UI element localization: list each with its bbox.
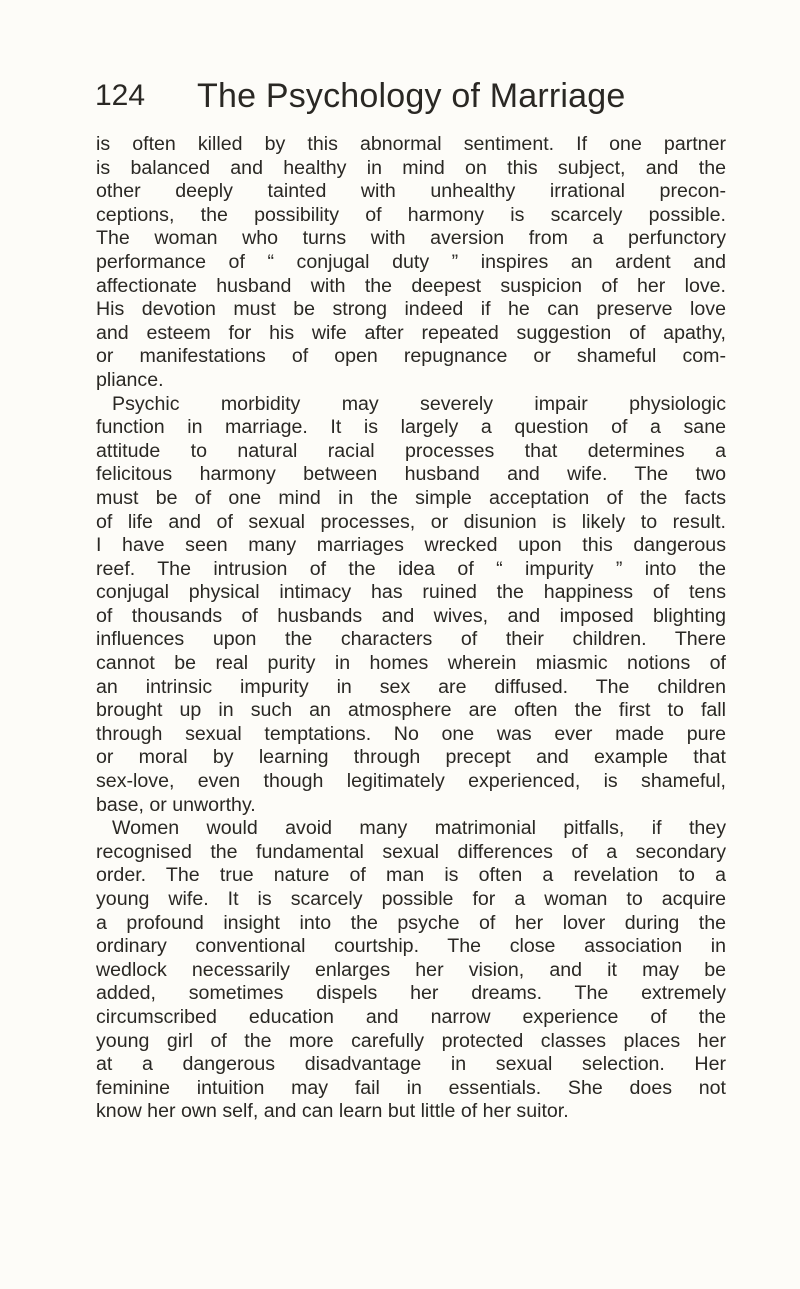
text-line: young wife. It is scarcely possible for a woman to acquire <box>96 888 726 910</box>
page-header <box>95 70 715 122</box>
text-line: must be of one mind in the simple acceptation of the facts <box>96 486 726 509</box>
text-line: performance of “ conjugal duty ” inspires an ardent and <box>96 250 726 273</box>
text-line: affectionate husband with the deepest suspicion of her love. <box>96 274 726 297</box>
text-line: and esteem for his wife after repeated suggestion of apathy, <box>96 321 726 344</box>
text-line: cannot be real purity in homes wherein miasmic notions of <box>96 652 726 675</box>
text-line: other deeply tainted with unhealthy irrational precon- <box>96 180 726 203</box>
text-line: added, sometimes dispels her dreams. The extremely <box>96 982 726 1005</box>
text-line: at a dangerous disadvantage in sexual selection. Her <box>96 1053 726 1076</box>
text-line: or moral by learning through precept and example that <box>96 746 726 769</box>
text-line: circumscribed education and narrow experience of the <box>96 1005 726 1028</box>
running-title: The Psychology of Marriage <box>197 77 626 115</box>
text-line: The woman who turns with aversion from a perfunctory <box>96 227 726 250</box>
text-line: ceptions, the possibility of harmony is scarcely possible. <box>96 203 726 226</box>
text-line: felicitous harmony between husband and wife. The two <box>96 463 726 486</box>
text-line: I have seen many marriages wrecked upon this dangerous <box>96 534 726 557</box>
text-line: ordinary conventional courtship. The close association in <box>96 935 726 958</box>
text-line: sex-love, even though legitimately experienced, is shameful, <box>96 770 726 793</box>
text-line: a profound insight into the psyche of her lover during the <box>96 911 726 934</box>
text-line: wedlock necessarily enlarges her vision, and it may be <box>96 958 726 981</box>
paragraph <box>96 393 726 818</box>
text-line: function in marriage. It is largely a question of a sane <box>96 416 726 439</box>
text-line: pliance. <box>96 368 164 391</box>
text-line: influences upon the characters of their children. There <box>96 628 726 651</box>
paragraph <box>96 133 726 393</box>
paragraph <box>96 817 726 1124</box>
text-line: young girl of the more carefully protected classes places her <box>96 1029 726 1052</box>
text-line: brought up in such an atmosphere are often the first to fall <box>96 699 726 722</box>
text-line: Women would avoid many matrimonial pitfalls, if they <box>112 817 726 840</box>
body-text <box>96 133 726 1124</box>
page-number: 124 <box>95 79 146 112</box>
text-line: base, or unworthy. <box>96 793 256 816</box>
text-line: Psychic morbidity may severely impair physiologic <box>112 392 726 415</box>
text-line: conjugal physical intimacy has ruined the happiness of tens <box>96 581 726 604</box>
text-line: is often killed by this abnormal sentiment. If one partner <box>96 133 726 155</box>
text-line: an intrinsic impurity in sex are diffused. The children <box>96 675 726 698</box>
text-line: recognised the fundamental sexual differences of a secondary <box>96 840 726 863</box>
text-line: order. The true nature of man is often a revelation to a <box>96 864 726 887</box>
text-line: or manifestations of open repugnance or shameful com- <box>96 345 726 368</box>
text-line: know her own self, and can learn but little of her suitor. <box>96 1100 569 1123</box>
text-line: is balanced and healthy in mind on this subject, and the <box>96 156 726 179</box>
text-line: of life and of sexual processes, or disunion is likely to result. <box>96 510 726 533</box>
text-line: through sexual temptations. No one was ever made pure <box>96 722 726 745</box>
text-line: attitude to natural racial processes that determines a <box>96 439 726 462</box>
text-line: of thousands of husbands and wives, and imposed blighting <box>96 604 726 627</box>
text-line: His devotion must be strong indeed if he can preserve love <box>96 298 726 321</box>
text-line: reef. The intrusion of the idea of “ impurity ” into the <box>96 557 726 580</box>
text-line: feminine intuition may fail in essentials. She does not <box>96 1076 726 1099</box>
